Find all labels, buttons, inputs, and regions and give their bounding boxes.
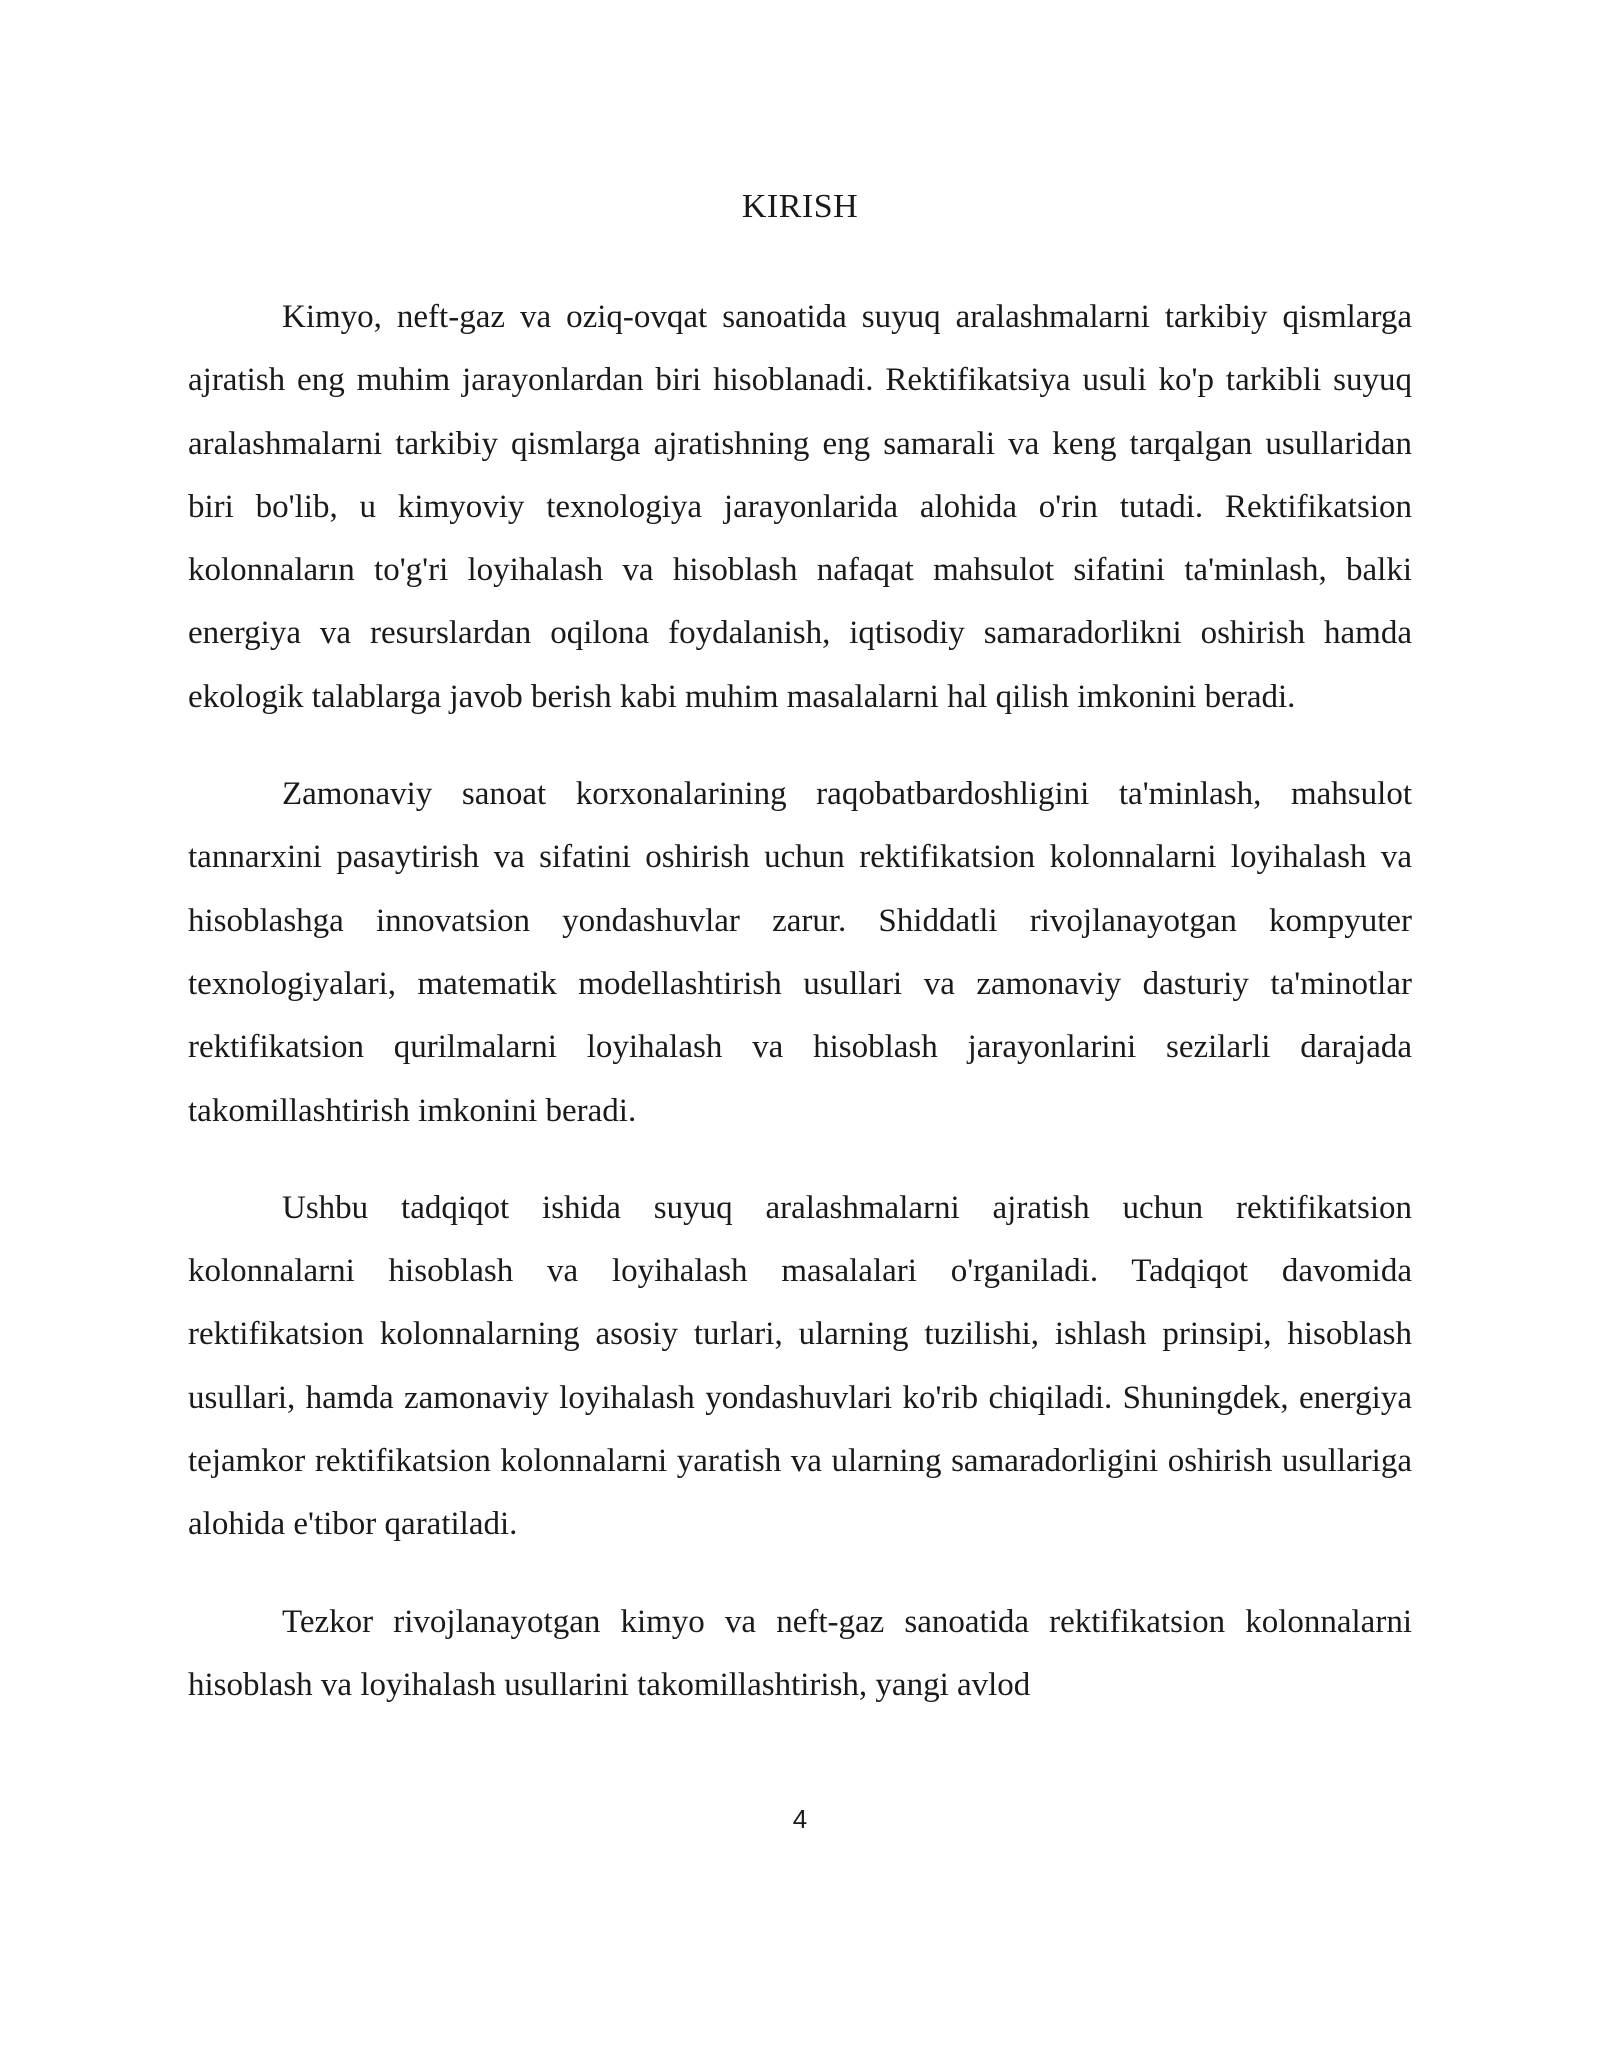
paragraph: Tezkor rivojlanayotgan kimyo va neft-gaz sanoatida rektifikatsion kolonnalarni hisoblash va loyihalash usullarini takomillashtirish, yangi avlod [188, 1603, 1412, 1703]
paragraph: Kimyo, neft-gaz va oziq-ovqat sanoatida suyuq aralashmalarni tarkibiy qismlarga ajratish eng muhim jarayonlardan biri hisoblanadi. Rektifikatsiya usuli ko'p tarkibli suyuq aralashmalarni tarkibiy qismlarga ajratishning eng samarali va keng tarqalgan usullaridan biri bo'lib, u kimyoviy texnologiya jarayonlarida alohida o'rin tutadi. Rektifikatsion kolonnaların to'g'ri loyihalash va hisoblash nafaqat mahsulot sifatini ta'minlash, balki energiya va resurslardan oqilona foydalanish, iqtisodiy samaradorlikni oshirish hamda ekologik talablarga javob berish kabi muhim masalalarni hal qilish imkonini beradi. [188, 299, 1412, 715]
paragraph: Zamonaviy sanoat korxonalarining raqobatbardoshligini ta'minlash, mahsulot tannarxini pasaytirish va sifatini oshirish uchun rektifikatsion kolonnalarni loyihalash va hisoblashga innovatsion yondashuvlar zarur. Shiddatli rivojlanayotgan kompyuter texnologiyalari, matematik modellashtirish usullari va zamonaviy dasturiy ta'minotlar rektifikatsion qurilmalarni loyihalash va hisoblash jarayonlarini sezilarli darajada takomillashtirish imkonini beradi. [188, 776, 1412, 1129]
page-number: 4 [792, 1804, 808, 1834]
section-heading: KIRISH [741, 188, 859, 225]
body-text [188, 286, 1412, 1751]
paragraph: Ushbu tadqiqot ishida suyuq aralashmalarni ajratish uchun rektifikatsion kolonnalarni hisoblash va loyihalash masalalari o'rganiladi. Tadqiqot davomida rektifikatsion kolonnalarning asosiy turlari, ularning tuzilishi, ishlash prinsipi, hisoblash usullari, hamda zamonaviy loyihalash yondashuvlari ko'rib chiqiladi. Shuningdek, energiya tejamkor rektifikatsion kolonnalarni yaratish va ularning samaradorligini oshirish usullariga alohida e'tibor qaratiladi. [188, 1189, 1412, 1543]
